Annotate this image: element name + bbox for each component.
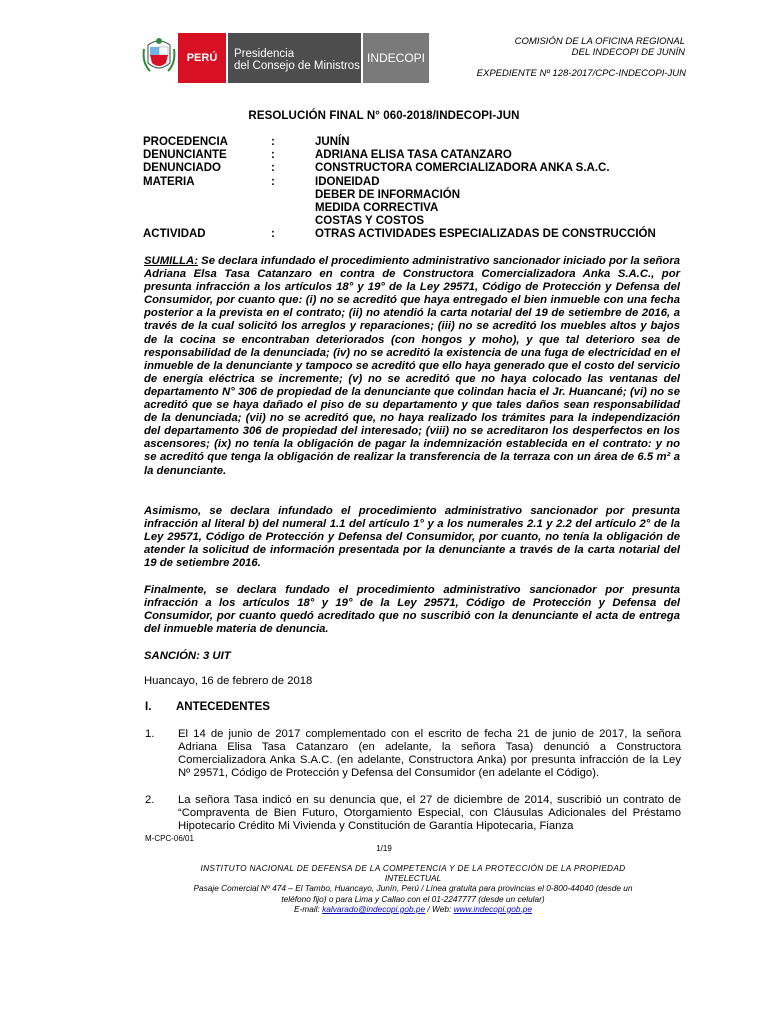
form-code: M-CPC-06/01	[145, 834, 194, 843]
page-number: 1/19	[376, 844, 392, 853]
expediente-number: EXPEDIENTE Nº 128-2017/CPC-INDECOPI-JUN	[476, 68, 686, 79]
metadata-colon: :	[271, 136, 275, 148]
indecopi-label: INDECOPI	[363, 33, 429, 83]
metadata-colon	[271, 189, 315, 202]
email-label: E-mail:	[294, 903, 323, 914]
metadata-row	[143, 228, 735, 241]
metadata-key: DENUNCIANTE	[143, 149, 227, 162]
metadata-colon: :	[271, 162, 275, 175]
metadata-key: DENUNCIADO	[143, 162, 221, 175]
metadata-value: COSTAS Y COSTOS	[315, 215, 425, 228]
item-text: La señora Tasa indicó en su denuncia que, el 27 de diciembre de 2014, suscribió un contrato de “Compraventa de Bien Futuro, Otorgamiento Especial, con Cláusulas Adicionales del Préstamo Hipotecario Crédito Mi Vivienda y Constitución de Garantía Hipotecaria, Fianza	[178, 794, 681, 833]
resolution-title: RESOLUCIÓN FINAL N° 060-2018/INDECOPI-JUN	[248, 110, 520, 122]
metadata-value: ADRIANA ELISA TASA CATANZARO	[315, 149, 512, 162]
item-text: El 14 de junio de 2017 complementado con el escrito de fecha 21 de junio de 2017, la señora Adriana Elisa Tasa Catanzaro (en adelante, la señora Tasa) denunció a Constructora Comercializadora Anka S.A.C. (en adelante, Constructora Anka) por presunta infracción de la Ley Nº 29571, Código de Protección y Defensa del Consumidor (en adelante el Código).	[178, 728, 681, 780]
government-logo	[140, 33, 430, 83]
sumilla-text: Se declara infundado el procedimiento administrativo sancionador iniciado por la señora Adriana Elsa Tasa Catanzaro en contra de Constructora Comercializadora Anka S.A.C., por presunta infracción a los artículos 18° y 19° de la Ley 29571, Código de Protección y Defensa del Consumidor, por cuanto que: (i) no se acreditó que haya entregado el bien inmueble con una fecha posterior a la prevista en el contrato; (ii) no atendió la carta notarial del 19 de setiembre de 2016, a través de la cual solicitó los arreglos y reparaciones; (iii) no se acreditó los muebles altos y bajos de la cocina se encontraban deteriorados (con hongos y moho), y que tal deterioro sea de responsabilidad de la denunciada; (iv) no se acreditó la existencia de una fuga de electricidad en el inmueble de la denunciante y tampoco se acreditó que ello haya generado que el costo del servicio de energía eléctrica se incremente; (v) no se acreditó que no haya colocado las ventanas del departamento N° 306 de propiedad de la denunciante que colindan hacia el Jr. Huancané; (vi) no se acreditó que se haya dañado el piso de su departamento y que tales daños sean responsabilidad de la denunciada; (vii) no se acreditó que, no haya realizado los trámites para la independización del departamento 306 de propiedad del interesado; (viii) no se acreditaron los desperfectos en los ascensores; (ix) no tenía la obligación de pagar la indemnización establecida en el contrato: y no se acreditó que tenga la obligación de realizar la transferencia de la terraza con un área de 6.5 m² a la denunciante.	[144, 255, 680, 477]
asimismo-paragraph: Asimismo, se declara infundado el procedimiento administrativo sancionador por presunta infracción al literal b) del numeral 1.1 del artículo 1° y a los numerales 2.1 y 2.2 del artículo 2° de la Ley 29571, Código de Protección y Defensa del Consumidor, por cuanto, no tenía la obligación de atender la solicitud de información presentada por la denunciante a través de la carta notarial del 19 de setiembre 2016.	[144, 505, 680, 570]
commission-line1: COMISIÓN DE LA OFICINA REGIONAL	[514, 36, 685, 47]
section-heading	[145, 701, 270, 713]
metadata-row	[143, 202, 735, 215]
case-metadata	[143, 136, 735, 242]
pcm-line1: Presidencia	[234, 48, 295, 60]
metadata-colon: :	[271, 228, 275, 241]
footer	[145, 863, 681, 914]
sumilla-paragraph	[144, 255, 680, 478]
pcm-line2: del Consejo de Ministros	[234, 60, 360, 72]
peru-label: PERÚ	[178, 33, 226, 83]
metadata-key	[143, 215, 271, 228]
pcm-label	[228, 33, 361, 83]
commission-header	[515, 36, 685, 58]
section-label: ANTECEDENTES	[176, 701, 270, 713]
metadata-value: IDONEIDAD	[315, 175, 380, 188]
email-link[interactable]: kalvarado@indecopi.gob.pe	[322, 903, 426, 914]
metadata-value: DEBER DE INFORMACIÓN	[315, 188, 461, 201]
metadata-colon: :	[271, 149, 275, 162]
metadata-key: ACTIVIDAD	[143, 228, 206, 241]
finalmente-paragraph: Finalmente, se declara fundado el procedimiento administrativo sancionador por presunta infracción a los artículos 18° y 19° de la Ley 29571, Código de Protección y Defensa del Consumidor, por cuanto quedó acreditado que no suscribió con la denunciante el acta de entrega del inmueble materia de denuncia.	[144, 584, 680, 636]
metadata-row	[143, 215, 735, 228]
section-number: I.	[145, 701, 152, 713]
metadata-row	[143, 149, 735, 162]
web-link[interactable]: www.indecopi.gob.pe	[453, 903, 532, 914]
metadata-row	[143, 176, 735, 189]
metadata-key	[143, 202, 271, 215]
sancion-line: SANCIÓN: 3 UIT	[144, 650, 231, 662]
metadata-colon	[271, 202, 315, 215]
metadata-key: PROCEDENCIA	[143, 136, 228, 148]
item-number: 2.	[145, 794, 155, 806]
item-number: 1.	[145, 728, 155, 740]
metadata-value: OTRAS ACTIVIDADES ESPECIALIZADAS DE CONSTRUCCIÓN	[315, 228, 656, 241]
metadata-row	[143, 162, 735, 175]
metadata-colon	[271, 215, 315, 228]
metadata-value: JUNÍN	[315, 136, 350, 148]
metadata-row	[143, 136, 735, 149]
metadata-row	[143, 189, 735, 202]
footer-institution: INSTITUTO NACIONAL DE DEFENSA DE LA COMPETENCIA Y DE LA PROTECCIÓN DE LA PROPIEDAD	[200, 863, 626, 873]
footer-contact	[145, 904, 681, 914]
footer-phone: teléfono fijo) o para Lima y Callao con el 01-2247777 (desde un celular)	[281, 893, 545, 904]
footer-institution-cont: INTELECTUAL	[384, 873, 442, 884]
metadata-key	[143, 189, 271, 202]
metadata-key: MATERIA	[143, 175, 195, 188]
metadata-value: MEDIDA CORRECTIVA	[315, 202, 439, 215]
metadata-value: CONSTRUCTORA COMERCIALIZADORA ANKA S.A.C.	[315, 162, 610, 175]
footer-address: Pasaje Comercial Nº 474 – El Tambo, Huancayo, Junín, Perú / Línea gratuita para provincias el 0-800-44040 (desde un	[193, 883, 633, 894]
list-item	[145, 794, 681, 833]
coat-of-arms-icon	[140, 33, 178, 83]
date-line: Huancayo, 16 de febrero de 2018	[144, 675, 313, 687]
list-item	[145, 728, 681, 780]
web-label: / Web:	[425, 903, 454, 914]
sumilla-label: SUMILLA:	[144, 255, 198, 267]
metadata-colon: :	[271, 175, 275, 188]
commission-line2: DEL INDECOPI DE JUNÍN	[571, 47, 685, 58]
